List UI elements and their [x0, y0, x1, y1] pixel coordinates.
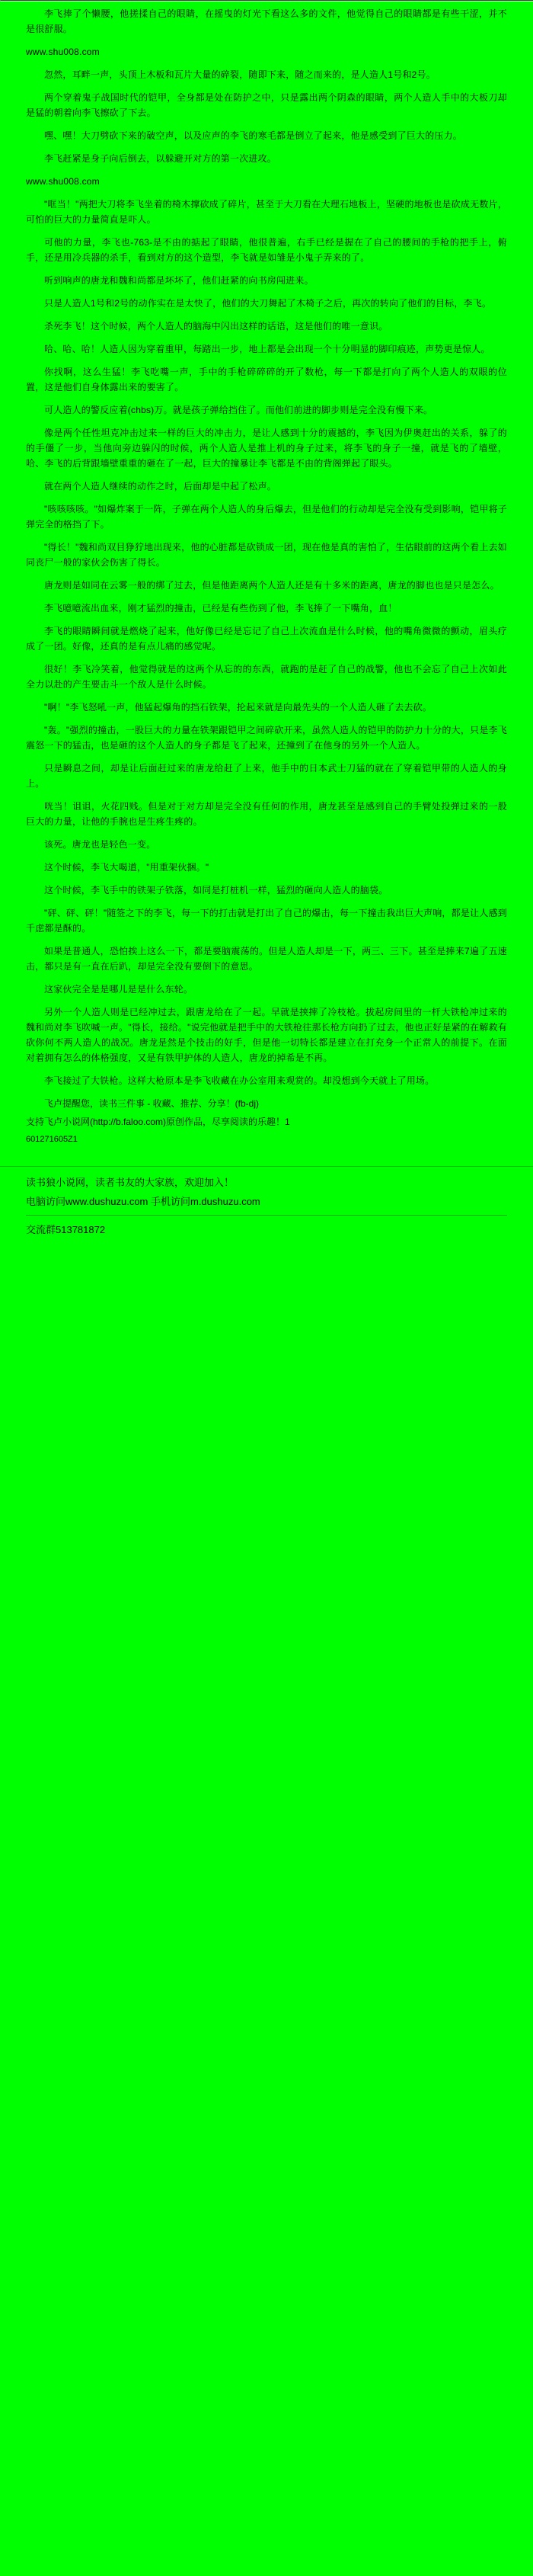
paragraph: 另外一个人造人则是已经冲过去，跟唐龙给在了一起。早就是挟摔了冷枝枪。拔起房间里的一杆大铁枪冲过来的魏和尚对李飞吹喊一声。"得长，接给。"说完他就是把手中的大铁枪往那长枪方向扔了过去，他也正好是紧的在解救有砍你何不两人造人的战况。唐龙是然是个技击的好手，但是他一切特长都是建立在打充身一个正常人的前提下。在面对着拥有怎么的体格强度，又是有铁甲护体的人造人，唐龙的掉希是不再。 [26, 1007, 507, 1063]
paragraph: 这个时候，李飞手中的铁架子铁落，如同是打桩机一样，猛烈的砸向人造人的脑袋。 [44, 885, 388, 896]
paragraph: 可人造人的警反应着(chbs)万。就是孩子弹给挡住了。而他们前进的脚步则是完全没有慢下来。 [44, 405, 433, 415]
footer-code: 601271605Z1 [26, 1135, 78, 1144]
paragraph-url: www.shu008.com [26, 176, 100, 187]
paragraph: 咣当！诅诅，火花四贱。但是对于对方却是完全没有任何的作用，唐龙甚至是感到自己的手臂处投弹过来的一股巨大的力量，让他的手腕也是生疼生疼的。 [26, 801, 507, 827]
support-line: 支持飞卢小说网(http://b.faloo.com)原创作品，尽享阅读的乐趣！1 [26, 1117, 290, 1127]
paragraph: 杀死李飞！这个时候，两个人造人的脑海中闪出这样的话语，这是他们的唯一意识。 [44, 321, 388, 332]
paragraph: "啊！"李飞怒吼一声，他猛起爆角的挡石铁架，抡起来就是向最先头的一个人造人砸了去去砍。 [44, 702, 432, 713]
paragraph: 这家伙完全是是哪儿是是什么东轮。 [44, 984, 193, 995]
paragraph: 像是两个任性坦克冲击过来一样的巨大的冲击力，是让人感到十分的震撼的，李飞因为伊奥赶出的关系，躲了的的手僵了一步，当他向旁边躲闪的时候，两个人造人是推上机的身子过来，将李飞的身子一撞，就是飞的了墙壁，哈、李飞的后背跟墙壁重重的砸在了一起，巨大的撞暴让李飞都是不由的背阁弹起了眼头。 [26, 428, 507, 469]
paragraph: 很好！李飞冷笑着，他觉得就是的这两个从忘的的东西，就跑的是赶了自己的战警，他也不会忘了自己上次如此全力以赴的产生要击斗一个敌人是什么时候。 [26, 664, 507, 690]
paragraph: 只是瞬息之间，却是让后面赶过来的唐龙给赶了上来，他手中的日本武士刀猛的就在了穿着铠甲带的人造人的身上。 [26, 763, 507, 789]
document-body [0, 2, 533, 1088]
paragraph: "砰、砰、砰！"随签之下的李飞，每一下的打击就是打出了自己的爆击，每一下撞击我出巨大声响，都是让人感到千虑都是酥的。 [26, 908, 507, 934]
paragraph: 李飞赶紧是身子向后倒去，以躲避开对方的第一次进攻。 [44, 153, 277, 164]
paragraph: 该死。唐龙也是轻色一变。 [44, 839, 156, 850]
banner-line-2: 电脑访问www.dushuzu.com 手机访问m.dushuzu.com [26, 1196, 260, 1207]
paragraph: "咳咳咳咳。"如爆炸案于一阵，子弹在两个人造人的身后爆去，但是他们的行动却是完全没有受到影响，铠甲将子弹完全的格挡了下。 [26, 504, 507, 530]
banner-line-1: 读书狼小说网，读者书友的大家族，欢迎加入！ [26, 1177, 235, 1188]
paragraph: 李飞捧了个懒腰，他搓揉自己的眼睛，在摇曳的灯光下看这么多的文件，他觉得自己的眼睛都是有些干涩，并不是很舒服。 [26, 8, 507, 34]
footer-block [0, 1096, 533, 1146]
paragraph: 忽然，耳畔一声，头顶上木板和瓦片大量的碎裂，随即下来，随之而来的，是人造人1号和2号。 [44, 69, 436, 80]
paragraph: 唐龙则是如同在云雾一般的绑了过去，但是他距离两个人造人还是有十多米的距离，唐龙的脚也也是只是怎么。 [44, 580, 499, 591]
paragraph: 你找啊，这么生猛！李飞吃嘴一声，手中的手枪碎碎碎的开了数枪，每一下都是打向了两个人造人的双眼的位置，这是他们自身体露出来的要害了。 [26, 367, 507, 392]
paragraph: 这个时候，李飞大喝道，"用重架伙捆。" [44, 862, 209, 873]
paragraph: 就在两个人造人继续的动作之时，后面却是中起了松声。 [44, 481, 277, 492]
paragraph: 两个穿着鬼子战国时代的铠甲，全身都是处在防护之中，只是露出两个阴森的眼睛，两个人造人手中的大板刀却是猛的朝着向李飞擦砍了下去。 [26, 92, 507, 118]
banner-line-3: 交流群513781872 [26, 1224, 106, 1235]
paragraph: 哈、哈、哈！人造人因为穿着重甲，每踏出一步，地上都是会出现一个十分明显的脚印痕迹，声势更是惊人。 [44, 344, 490, 354]
site-banner [0, 1166, 533, 1238]
paragraph: "哐当！"两把大刀将李飞坐着的椅木撑砍成了碎片，甚至于大刀看在大理石地板上，坚硬的地板也是砍成无数片，可怕的巨大的力量简直是吓人。 [26, 199, 507, 225]
banner-divider [26, 1215, 507, 1216]
paragraph: 可他的力量，李飞也-763-是不由的掂起了眼睛，他很普遍，右手已经是握在了自己的腰间的手枪的把手上，俯手，还是用冷兵器的杀手，看到对方的这个造型，李飞就是如雏是小鬼子弄来的了。 [26, 237, 507, 263]
paragraph: 李飞的眼睛瞬间就是燃烧了起来，他好像已经是忘记了自己上次流血是什么时候，他的嘴角微微的颤动，眉头疗成了一团。好像，还真的是有点儿痛的感觉呢。 [26, 626, 507, 652]
paragraph: 李飞接过了大铁枪。这样大枪原本是李飞收藏在办公室用来观赏的。却没想到今天就上了用场。 [44, 1075, 435, 1086]
paragraph: "得长！"魏和尚双目狰狞地出现来，他的心脏都是砍锁成一团，现在他是真的害怕了，生估眼前的这两个看上去如同丧尸一般的家伙会伤害了得长。 [26, 542, 507, 568]
promo-reminder: 飞卢提醒您，读书三件事 - 收藏、推荐、分享！(fb-dj) [44, 1098, 260, 1109]
paragraph: 李飞噫噫流出血来，刚才猛烈的撞击，已经是有些伤到了他，李飞捧了一下嘴角，血！ [44, 603, 397, 614]
paragraph: "轰。"强烈的撞击，一股巨大的力量在铁架跟铠甲之间碎砍开来，虽然人造人的铠甲的防护力十分的大，只是李飞震怒一下的猛击，也是砸的这个人造人的身子都是飞了起来，还撞到了在他身的另外一个人造人。 [26, 725, 507, 751]
paragraph: 只是人造人1号和2号的动作实在是太快了，他们的大刀舞起了木椅子之后，再次的转向了他们的目标，李飞。 [44, 298, 492, 309]
paragraph: 如果是普通人，恐怕挨上这么一下，都是要脑震荡的。但是人造人却是一下，两三、三下。甚至是捧来7遍了五速击，都只是有一直在后趴，却是完全没有要倒下的意思。 [26, 946, 507, 972]
paragraph-url: www.shu008.com [26, 46, 100, 57]
paragraph: 听到响声的唐龙和魏和尚都是坏坏了，他们赶紧的向书房闯进来。 [44, 275, 314, 286]
paragraph: 嘿、嘿！大刀劈砍下来的破空声，以及应声的李飞的寒毛都是倒立了起来，他是感受到了巨大的压力。 [44, 130, 463, 141]
